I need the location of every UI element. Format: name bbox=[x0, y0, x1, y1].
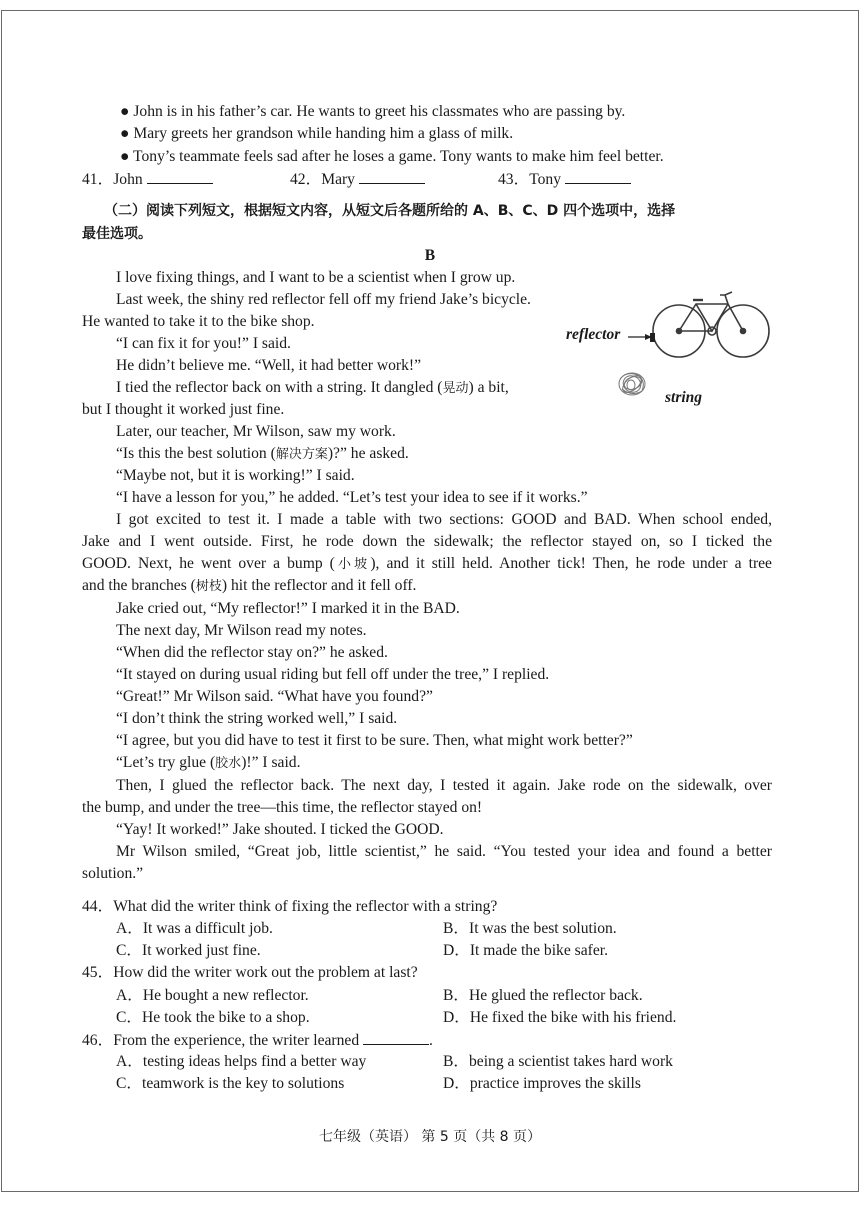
chinese-gloss: 晃动 bbox=[442, 381, 469, 396]
passage-line: “Great!” Mr Wilson said. “What have you found?” bbox=[116, 688, 433, 705]
answer-blank[interactable] bbox=[565, 168, 631, 184]
option-c[interactable]: C．It worked just fine. bbox=[116, 942, 261, 959]
passage-line: Then, I glued the reflector back. The next day, I tested it again. Jake rode on the sidewalk, over bbox=[116, 777, 772, 794]
question-number: 43． bbox=[498, 171, 530, 188]
option-c[interactable]: C．He took the bike to a shop. bbox=[116, 1009, 310, 1026]
section-instruction: （二）阅读下列短文，根据短文内容，从短文后各题所给的 A、B、C、D 四个选项中，选择 bbox=[104, 203, 676, 219]
passage-line: “Is this the best solution (解决方案)?” he asked. bbox=[116, 445, 409, 462]
passage-line: “Maybe not, but it is working!” I said. bbox=[116, 467, 355, 484]
blank-name: Mary bbox=[321, 171, 355, 188]
answer-blank[interactable] bbox=[363, 1029, 429, 1045]
question-number: 42． bbox=[290, 171, 322, 188]
question-stem: How did the writer work out the problem at last? bbox=[113, 964, 418, 981]
passage-line: Last week, the shiny red reflector fell off my friend Jake’s bicycle. bbox=[116, 291, 531, 308]
option-a[interactable]: A．It was a difficult job. bbox=[116, 920, 273, 937]
option-c[interactable]: C．teamwork is the key to solutions bbox=[116, 1075, 345, 1092]
chinese-gloss: 小坡 bbox=[334, 557, 371, 572]
passage-line: I tied the reflector back on with a string. It dangled (晃动) a bit, bbox=[116, 379, 509, 396]
string-label: string bbox=[665, 389, 703, 406]
question-number: 41． bbox=[82, 171, 114, 188]
blank-question-43 bbox=[498, 168, 631, 191]
chinese-gloss: 解决方案 bbox=[275, 447, 328, 462]
passage-letter: B bbox=[424, 247, 436, 264]
blank-name: John bbox=[113, 171, 143, 188]
question-number: 45． bbox=[82, 964, 114, 981]
bullet-text: Tony’s teammate feels sad after he loses a game. Tony wants to make him feel better. bbox=[133, 148, 664, 165]
option-b[interactable]: B．He glued the reflector back. bbox=[443, 987, 643, 1004]
question-44 bbox=[82, 896, 497, 918]
passage-line: the bump, and under the tree—this time, the reflector stayed on! bbox=[82, 799, 483, 816]
passage-line: I got excited to test it. I made a table with two sections: GOOD and BAD. When school ended, bbox=[116, 511, 772, 528]
passage-line: “Yay! It worked!” Jake shouted. I ticked the GOOD. bbox=[116, 821, 444, 838]
passage-line: He wanted to take it to the bike shop. bbox=[82, 313, 315, 330]
passage-line: Later, our teacher, Mr Wilson, saw my work. bbox=[116, 423, 396, 440]
reflector-label: reflector bbox=[566, 326, 621, 343]
passage-line: but I thought it worked just fine. bbox=[82, 401, 285, 418]
blank-name: Tony bbox=[529, 171, 562, 188]
bullet-item: ● Tony’s teammate feels sad after he loses a game. Tony wants to make him feel better. bbox=[120, 148, 664, 165]
blank-question-42 bbox=[290, 168, 425, 191]
passage-line: “When did the reflector stay on?” he asked. bbox=[116, 644, 388, 661]
passage-line: “Let’s try glue (胶水)!” I said. bbox=[116, 754, 301, 771]
question-stem: What did the writer think of fixing the reflector with a string? bbox=[113, 898, 498, 915]
bicycle-icon bbox=[562, 289, 777, 404]
option-d[interactable]: D．He fixed the bike with his friend. bbox=[443, 1009, 677, 1026]
passage-line: “I can fix it for you!” I said. bbox=[116, 335, 291, 352]
option-b[interactable]: B．It was the best solution. bbox=[443, 920, 617, 937]
bullet-text: Mary greets her grandson while handing him a glass of milk. bbox=[133, 125, 514, 142]
passage-line: Jake cried out, “My reflector!” I marked it in the BAD. bbox=[116, 600, 460, 617]
passage-line: “It stayed on during usual riding but fell off under the tree,” I replied. bbox=[116, 666, 550, 683]
question-45 bbox=[82, 962, 418, 984]
question-stem: From the experience, the writer learned bbox=[113, 1032, 360, 1049]
option-a[interactable]: A．He bought a new reflector. bbox=[116, 987, 309, 1004]
passage-line: “I have a lesson for you,” he added. “Let’s test your idea to see if it works.” bbox=[116, 489, 588, 506]
question-46: 46．From the experience, the writer learned . bbox=[82, 1029, 433, 1052]
answer-blank[interactable] bbox=[147, 168, 213, 184]
bullet-item: ● John is in his father’s car. He wants to greet his classmates who are passing by. bbox=[120, 103, 626, 120]
option-b[interactable]: B．being a scientist takes hard work bbox=[443, 1053, 673, 1070]
passage-line: The next day, Mr Wilson read my notes. bbox=[116, 622, 367, 639]
arrow-icon bbox=[628, 333, 652, 341]
passage-line: He didn’t believe me. “Well, it had better work!” bbox=[116, 357, 422, 374]
passage-line: solution.” bbox=[82, 865, 144, 882]
option-d[interactable]: D．It made the bike safer. bbox=[443, 942, 608, 959]
bullet-text: John is in his father’s car. He wants to greet his classmates who are passing by. bbox=[133, 103, 626, 120]
section-instruction-cont: 最佳选项。 bbox=[82, 226, 152, 242]
passage-line: GOOD. Next, he went over a bump (小坡), and it still held. Another tick! Then, he rode under a tree bbox=[82, 555, 772, 572]
exam-page bbox=[1, 10, 859, 1192]
chinese-gloss: 胶水 bbox=[215, 756, 242, 771]
answer-blank[interactable] bbox=[359, 168, 425, 184]
question-number: 46． bbox=[82, 1032, 114, 1049]
bullet-item: ● Mary greets her grandson while handing him a glass of milk. bbox=[120, 125, 514, 142]
bicycle-figure bbox=[562, 289, 777, 404]
chinese-gloss: 树枝 bbox=[195, 579, 222, 594]
passage-line: Mr Wilson smiled, “Great job, little scientist,” he said. “You tested your idea and found a better bbox=[116, 843, 772, 860]
passage-line: “I don’t think the string worked well,” I said. bbox=[116, 710, 398, 727]
blank-question-41 bbox=[82, 168, 213, 191]
passage-line: “I agree, but you did have to test it first to be sure. Then, what might work better?” bbox=[116, 732, 633, 749]
page-footer: 七年级（英语） 第 5 页（共 8 页） bbox=[318, 1129, 542, 1145]
question-number: 44． bbox=[82, 898, 114, 915]
passage-line: Jake and I went outside. First, he rode down the sidewalk; the reflector stayed on, so I ticked the bbox=[82, 533, 772, 550]
option-d[interactable]: D．practice improves the skills bbox=[443, 1075, 641, 1092]
passage-line: I love fixing things, and I want to be a scientist when I grow up. bbox=[116, 269, 516, 286]
option-a[interactable]: A．testing ideas helps find a better way bbox=[116, 1053, 367, 1070]
passage-line: and the branches (树枝) hit the reflector and it fell off. bbox=[82, 577, 417, 594]
